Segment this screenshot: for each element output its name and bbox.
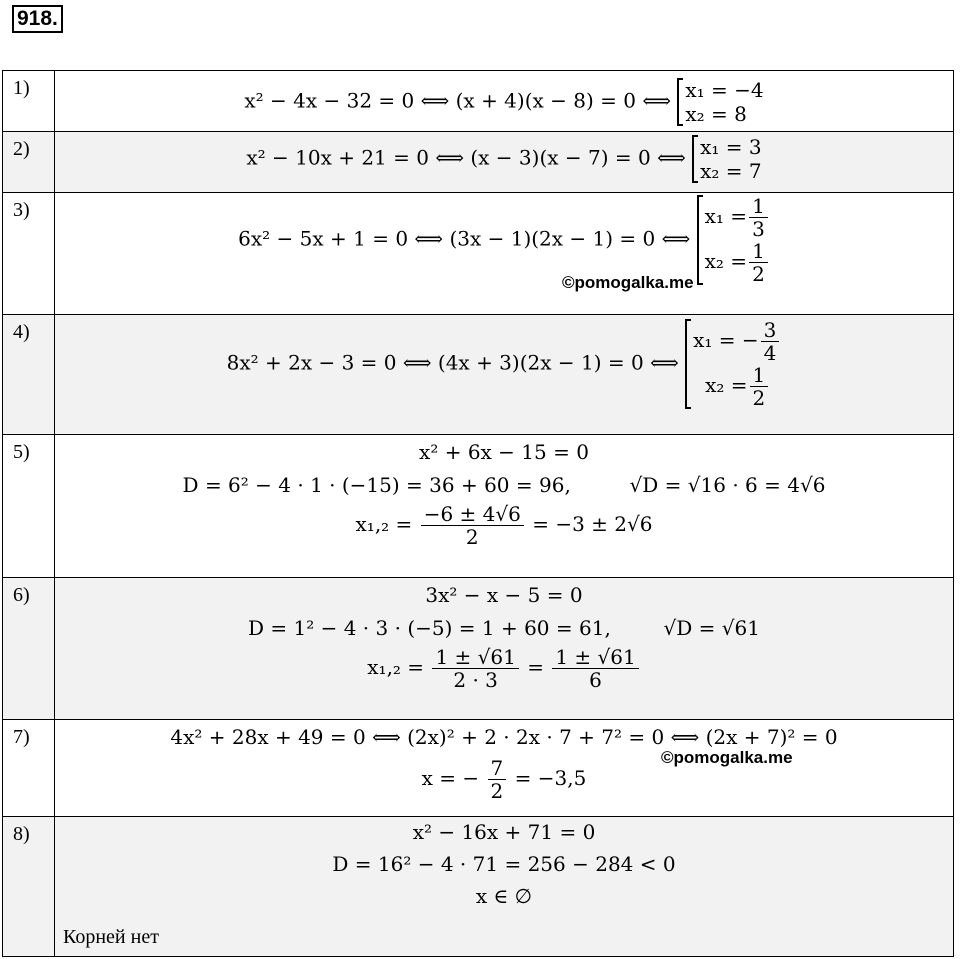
solutions-table <box>2 70 954 957</box>
table-row <box>3 315 954 435</box>
discriminant-root: √D = √16 · 6 = 4√6 <box>629 473 826 497</box>
root-2: x₂ = 7 <box>700 159 762 183</box>
table-row <box>3 578 954 720</box>
roots-result: = −3 ± 2√6 <box>532 512 653 536</box>
row-number: 1) <box>3 71 55 132</box>
fraction: $\frac{1 \pm √61}{6}$ <box>552 646 638 691</box>
watermark: ©pomogalka.me <box>661 748 793 767</box>
solution-cell <box>55 817 954 957</box>
root-2-label: x₂ = <box>705 373 748 397</box>
table-row <box>3 435 954 578</box>
roots-label: x₁,₂ = <box>367 655 425 679</box>
root-2: x₂ = 8 <box>685 102 747 126</box>
table-row <box>3 193 954 315</box>
fraction: $\frac{1}{2}$ <box>750 364 769 409</box>
table-row <box>3 720 954 817</box>
roots-system <box>697 195 770 285</box>
watermark: ©pomogalka.me <box>562 273 694 292</box>
fraction: $\frac{1}{3}$ <box>749 195 768 240</box>
table-row <box>3 71 954 132</box>
root-2-label: x₂ = <box>704 249 748 273</box>
roots-system <box>677 78 763 126</box>
table-row <box>3 132 954 193</box>
solution-cell <box>55 578 954 720</box>
solution-cell <box>55 435 954 578</box>
row-number: 6) <box>3 578 55 720</box>
fraction: $\frac{3}{4}$ <box>761 319 780 364</box>
answer-note: Корней нет <box>63 926 159 948</box>
root-result: = −3,5 <box>514 766 587 790</box>
discriminant-root: √D = √61 <box>663 616 760 640</box>
table-row <box>3 817 954 957</box>
equation: x² − 10x + 21 = 0 ⟺ (x − 3)(x − 7) = 0 ⟺ <box>246 145 686 170</box>
equation: 6x² − 5x + 1 = 0 ⟺ (3x − 1)(2x − 1) = 0 ⟺ <box>238 226 691 251</box>
equation: x² − 16x + 71 = 0 <box>412 820 596 844</box>
equation: 3x² − x − 5 = 0 <box>425 583 583 607</box>
solution-cell <box>55 315 954 435</box>
root-1: x₁ = −4 <box>685 78 764 102</box>
row-number: 7) <box>3 720 55 817</box>
row-number: 5) <box>3 435 55 578</box>
root-label: x = − <box>421 766 480 790</box>
equation: 4x² + 28x + 49 = 0 ⟺ (2x)² + 2 · 2x · 7 + 7² = 0 ⟺ (2x + 7)² = 0 <box>170 725 838 749</box>
solution-cell <box>55 193 954 315</box>
root-1-label: x₁ = <box>704 204 748 228</box>
equation: 8x² + 2x − 3 = 0 ⟺ (4x + 3)(2x − 1) = 0 ⟺ <box>226 350 679 375</box>
solution-cell <box>55 720 954 817</box>
roots-system <box>692 135 762 183</box>
fraction: $\frac{1 \pm √61}{2 \cdot 3}$ <box>432 646 518 691</box>
equation: x² + 6x − 15 = 0 <box>419 440 589 464</box>
row-number: 4) <box>3 315 55 435</box>
equals-sign: = <box>527 655 544 679</box>
discriminant: D = 6² − 4 · 1 · (−15) = 36 + 60 = 96, <box>182 473 571 497</box>
root-1: x₁ = 3 <box>700 135 762 159</box>
discriminant: D = 1² − 4 · 3 · (−5) = 1 + 60 = 61, <box>248 616 611 640</box>
fraction: $\frac{-6 \pm 4√6}{2}$ <box>421 503 524 548</box>
exercise-number: 918. <box>12 5 63 33</box>
fraction: $\frac{7}{2}$ <box>488 757 507 802</box>
roots-system <box>685 319 781 409</box>
equation: x² − 4x − 32 = 0 ⟺ (x + 4)(x − 8) = 0 ⟺ <box>244 88 672 113</box>
solution-set: x ∈ ∅ <box>475 884 533 908</box>
solution-cell <box>55 71 954 132</box>
roots-label: x₁,₂ = <box>355 512 413 536</box>
discriminant: D = 16² − 4 · 71 = 256 − 284 < 0 <box>332 852 676 876</box>
root-1-label: x₁ = − <box>693 328 759 352</box>
solution-cell <box>55 132 954 193</box>
fraction: $\frac{1}{2}$ <box>749 240 768 285</box>
row-number: 3) <box>3 193 55 315</box>
row-number: 8) <box>3 817 55 957</box>
row-number: 2) <box>3 132 55 193</box>
